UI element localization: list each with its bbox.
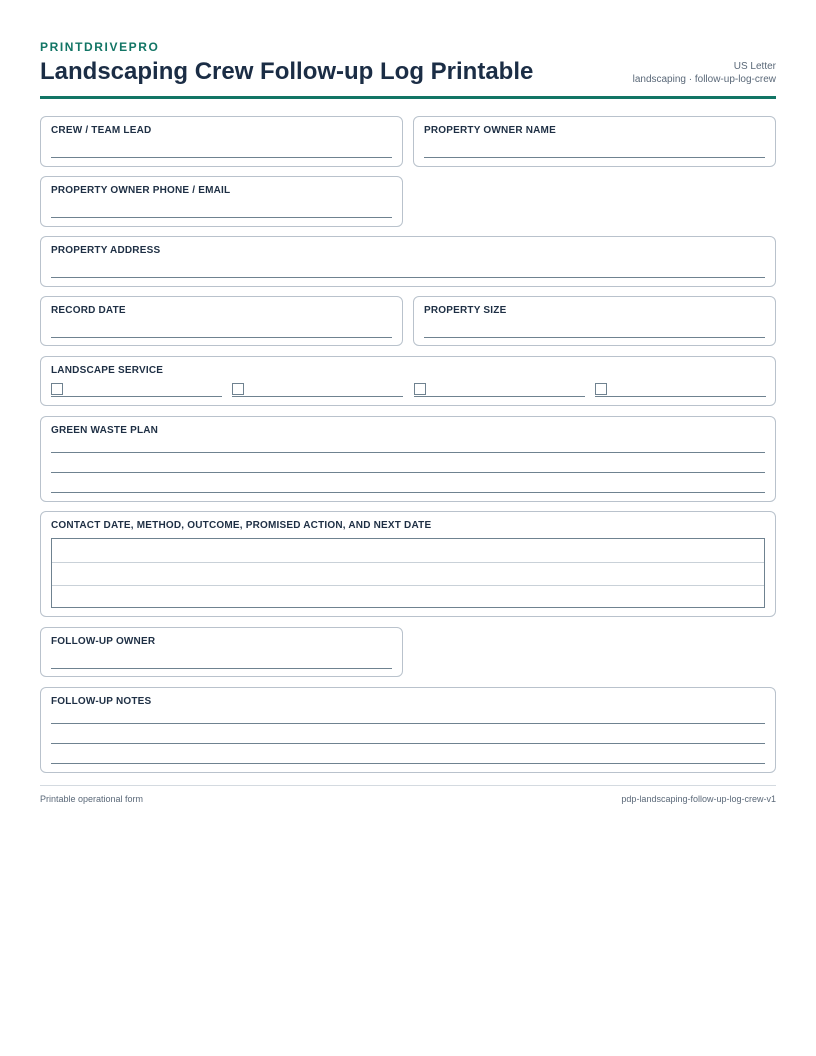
checkbox[interactable] bbox=[51, 383, 63, 395]
footer-rule bbox=[40, 785, 776, 786]
service-option-3[interactable] bbox=[414, 383, 585, 397]
document-meta bbox=[633, 60, 776, 86]
field-label: PROPERTY OWNER NAME bbox=[424, 125, 556, 136]
green-waste-plan-field[interactable] bbox=[40, 416, 776, 502]
footer-form-id: pdp-landscaping-follow-up-log-crew-v1 bbox=[621, 794, 776, 804]
write-line bbox=[424, 157, 765, 158]
field-label: FOLLOW-UP OWNER bbox=[51, 636, 156, 647]
checkbox[interactable] bbox=[232, 383, 244, 395]
write-line bbox=[595, 396, 766, 397]
service-option-1[interactable] bbox=[51, 383, 222, 397]
property-address-field[interactable] bbox=[40, 236, 776, 287]
write-line bbox=[51, 337, 392, 338]
owner-contact-field[interactable] bbox=[40, 176, 403, 227]
service-option-4[interactable] bbox=[595, 383, 766, 397]
write-line bbox=[51, 668, 392, 669]
table-row-divider bbox=[52, 585, 764, 586]
table-row-divider bbox=[52, 562, 764, 563]
field-label: FOLLOW-UP NOTES bbox=[51, 696, 152, 707]
paper-size-label: US Letter bbox=[733, 61, 776, 72]
field-label: PROPERTY OWNER PHONE / EMAIL bbox=[51, 185, 231, 196]
document-tags: landscaping · follow-up-log-crew bbox=[632, 74, 776, 85]
landscape-service-field bbox=[40, 356, 776, 406]
write-line bbox=[232, 396, 403, 397]
followup-owner-field[interactable] bbox=[40, 627, 403, 677]
write-line bbox=[51, 492, 765, 493]
field-label: RECORD DATE bbox=[51, 305, 126, 316]
write-line bbox=[424, 337, 765, 338]
record-date-field[interactable] bbox=[40, 296, 403, 346]
page-title: Landscaping Crew Follow-up Log Printable bbox=[40, 58, 534, 85]
field-label: PROPERTY SIZE bbox=[424, 305, 507, 316]
contact-log-field bbox=[40, 511, 776, 617]
field-label: CONTACT DATE, METHOD, OUTCOME, PROMISED ACTION, AND NEXT DATE bbox=[51, 520, 432, 531]
write-line bbox=[51, 396, 222, 397]
property-size-field[interactable] bbox=[413, 296, 776, 346]
checkbox[interactable] bbox=[414, 383, 426, 395]
service-option-2[interactable] bbox=[232, 383, 403, 397]
contact-log-table[interactable] bbox=[51, 538, 765, 608]
field-label: LANDSCAPE SERVICE bbox=[51, 365, 164, 376]
owner-name-field[interactable] bbox=[413, 116, 776, 167]
write-line bbox=[51, 452, 765, 453]
followup-notes-field[interactable] bbox=[40, 687, 776, 773]
write-line bbox=[51, 217, 392, 218]
write-line bbox=[51, 763, 765, 764]
header-rule bbox=[40, 96, 776, 99]
field-label: CREW / TEAM LEAD bbox=[51, 125, 152, 136]
brand-logo-text: PRINTDRIVEPRO bbox=[40, 40, 160, 54]
write-line bbox=[51, 472, 765, 473]
field-label: PROPERTY ADDRESS bbox=[51, 245, 161, 256]
footer-left-text: Printable operational form bbox=[40, 794, 144, 804]
write-line bbox=[51, 723, 765, 724]
write-line bbox=[51, 277, 765, 278]
checkbox[interactable] bbox=[595, 383, 607, 395]
write-line bbox=[51, 157, 392, 158]
crew-lead-field[interactable] bbox=[40, 116, 403, 167]
field-label: GREEN WASTE PLAN bbox=[51, 425, 159, 436]
write-line bbox=[51, 743, 765, 744]
write-line bbox=[414, 396, 585, 397]
